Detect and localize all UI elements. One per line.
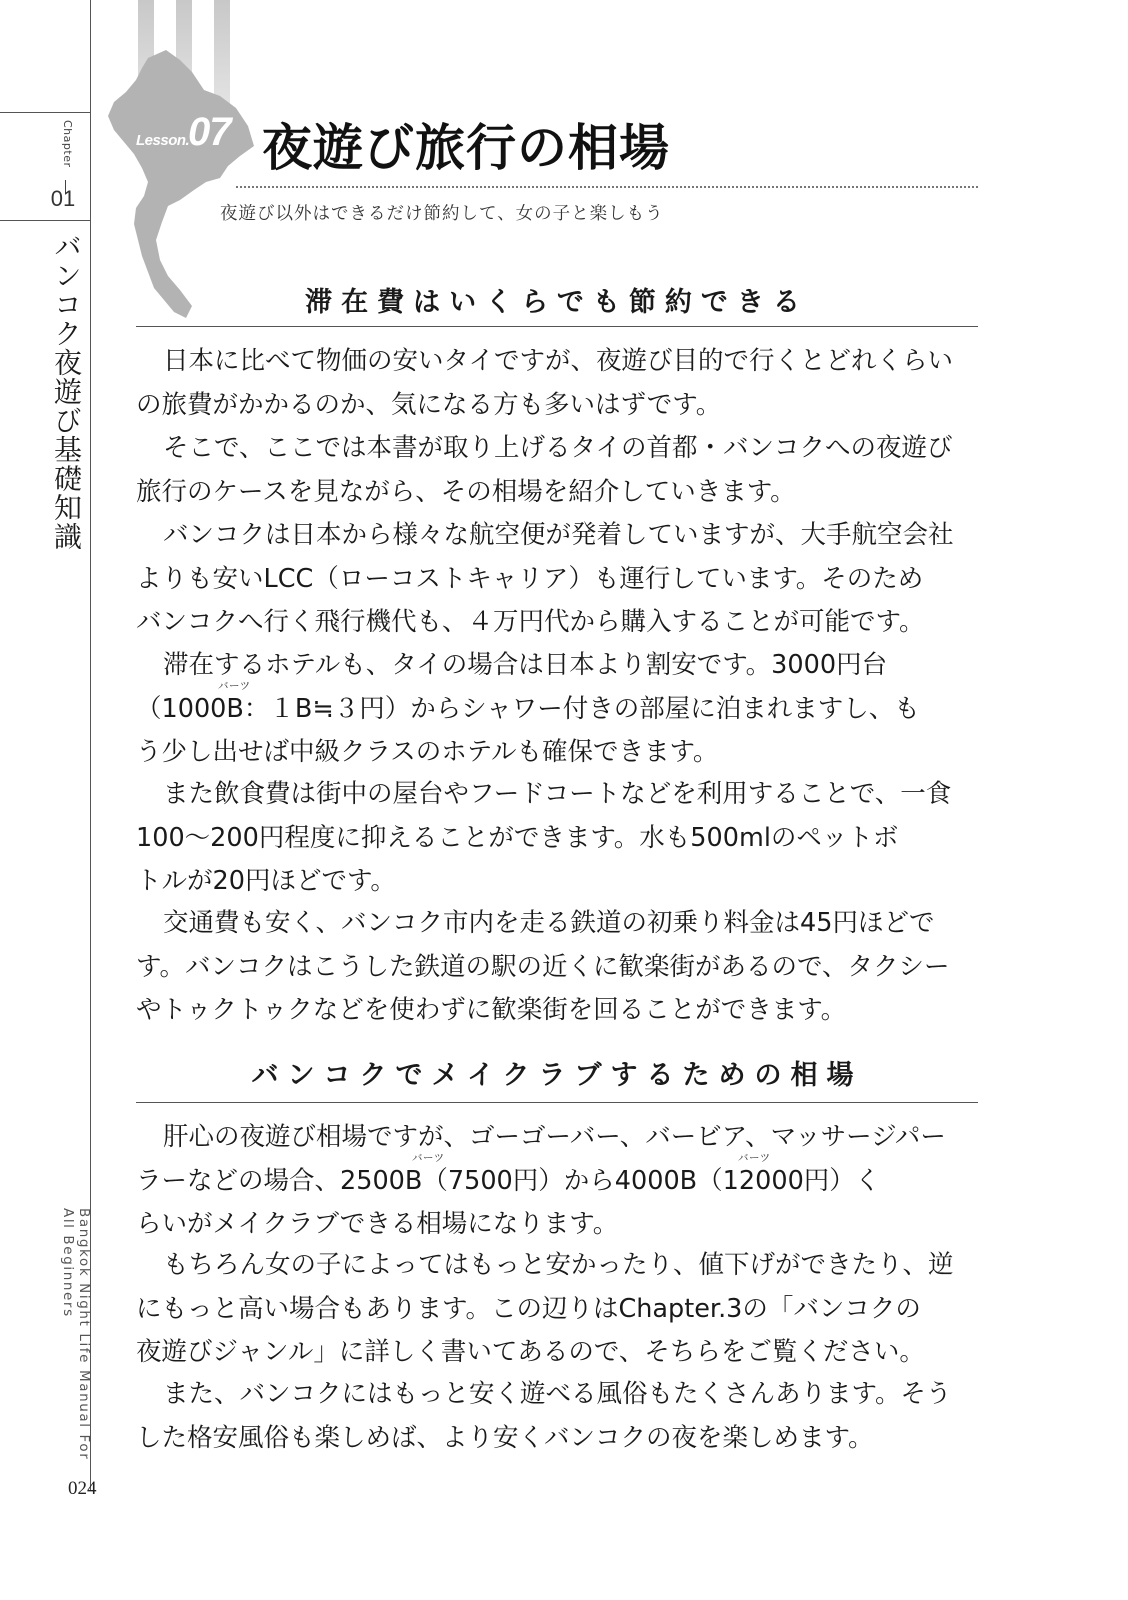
text-line: 旅行のケースを見ながら、その相場を紹介していきます。 xyxy=(136,476,796,507)
chapter-number: 01 xyxy=(50,186,76,211)
section-heading: 滞在費はいくらでも節約できる xyxy=(305,287,809,318)
text-line: トルが20円ほどです。 xyxy=(136,866,396,896)
section-rule xyxy=(136,326,978,327)
ruby-annotation: バーツ xyxy=(412,1152,445,1164)
text-line: ラーなどの場合、2500B（7500円）から4000B（12000円）く xyxy=(136,1165,881,1196)
title-dotted-rule xyxy=(236,186,978,188)
paragraph xyxy=(136,514,982,645)
paragraph xyxy=(136,902,982,1033)
lesson-title: 夜遊び旅行の相場 xyxy=(262,119,670,177)
paragraph xyxy=(136,427,982,514)
text-line: やトゥクトゥクなどを使わずに歓楽街を回ることができます。 xyxy=(136,995,847,1025)
text-line: そこで、ここでは本書が取り上げるタイの首都・バンコクへの夜遊び xyxy=(163,433,953,463)
text-line: 日本に比べて物価の安いタイですが、夜遊び目的で行くとどれくらい xyxy=(163,346,953,376)
lesson-number: 07 xyxy=(188,110,231,154)
text-line: した格安風俗も楽しめば、より安くバンコクの夜を楽しめます。 xyxy=(136,1422,874,1453)
chapter-box-top-rule xyxy=(0,112,90,113)
text-line: また飲食費は街中の屋台やフードコートなどを利用することで、一食 xyxy=(163,779,952,809)
paragraph xyxy=(136,1116,982,1247)
page-number: 024 xyxy=(68,1478,97,1499)
text-line: す。バンコクはこうした鉄道の駅の近くに歓楽街があるので、タクシー xyxy=(136,951,950,982)
text-line: また、バンコクにはもっと安く遊べる風俗もたくさんあります。そう xyxy=(163,1379,952,1409)
paragraph xyxy=(136,1373,982,1460)
chapter-box-bottom-rule xyxy=(0,220,90,221)
section-rule xyxy=(136,1102,978,1103)
text-line: にもっと高い場合もあります。この辺りはChapter.3の「バンコクの xyxy=(136,1293,921,1324)
text-line: もちろん女の子によってはもっと安かったり、値下げができたり、逆 xyxy=(163,1250,954,1280)
chapter-label: Chapter xyxy=(61,120,74,168)
text-line: 100～200円程度に抑えることができます。水も500mlのペットボ xyxy=(136,822,899,853)
text-line: よりも安いLCC（ローコストキャリア）も運行しています。そのため xyxy=(136,563,924,594)
paragraph xyxy=(136,773,982,904)
section-heading: バンコクでメイクラブするための相場 xyxy=(251,1060,863,1091)
lesson-label: Lesson. xyxy=(136,132,190,149)
text-line: 滞在するホテルも、タイの場合は日本より割安です。3000円台 xyxy=(163,650,888,680)
text-line: う少し出せば中級クラスのホテルも確保できます。 xyxy=(136,737,719,767)
text-line: 夜遊びジャンル」に詳しく書いてあるので、そちらをご覧ください。 xyxy=(136,1337,925,1367)
text-line: 交通費も安く、バンコク市内を走る鉄道の初乗り料金は45円ほどで xyxy=(163,908,935,938)
ruby-annotation: バーツ xyxy=(218,680,251,692)
book-tagline: Bangkok Night Life Manual For All Beginners xyxy=(60,1208,92,1461)
text-line: バンコクへ行く飛行機代も、４万円代から購入することが可能です。 xyxy=(136,607,925,637)
ruby-annotation: バーツ xyxy=(738,1152,771,1164)
chapter-title: バンコク夜遊び基礎知識 xyxy=(50,232,83,551)
paragraph xyxy=(136,1244,982,1375)
text-line: 肝心の夜遊び相場ですが、ゴーゴーバー、バービア、マッサージパー xyxy=(163,1122,946,1152)
text-line: の旅費がかかるのか、気になる方も多いはずです。 xyxy=(136,389,722,420)
paragraph xyxy=(136,340,982,427)
lesson-subtitle: 夜遊び以外はできるだけ節約して、女の子と楽しもう xyxy=(220,204,664,224)
paragraph xyxy=(136,644,982,775)
text-line: らいがメイクラブできる相場になります。 xyxy=(136,1209,619,1239)
text-line: バンコクは日本から様々な航空便が発着していますが、大手航空会社 xyxy=(163,520,954,550)
text-line: （1000B：１B≒３円）からシャワー付きの部屋に泊まれますし、も xyxy=(136,693,920,724)
